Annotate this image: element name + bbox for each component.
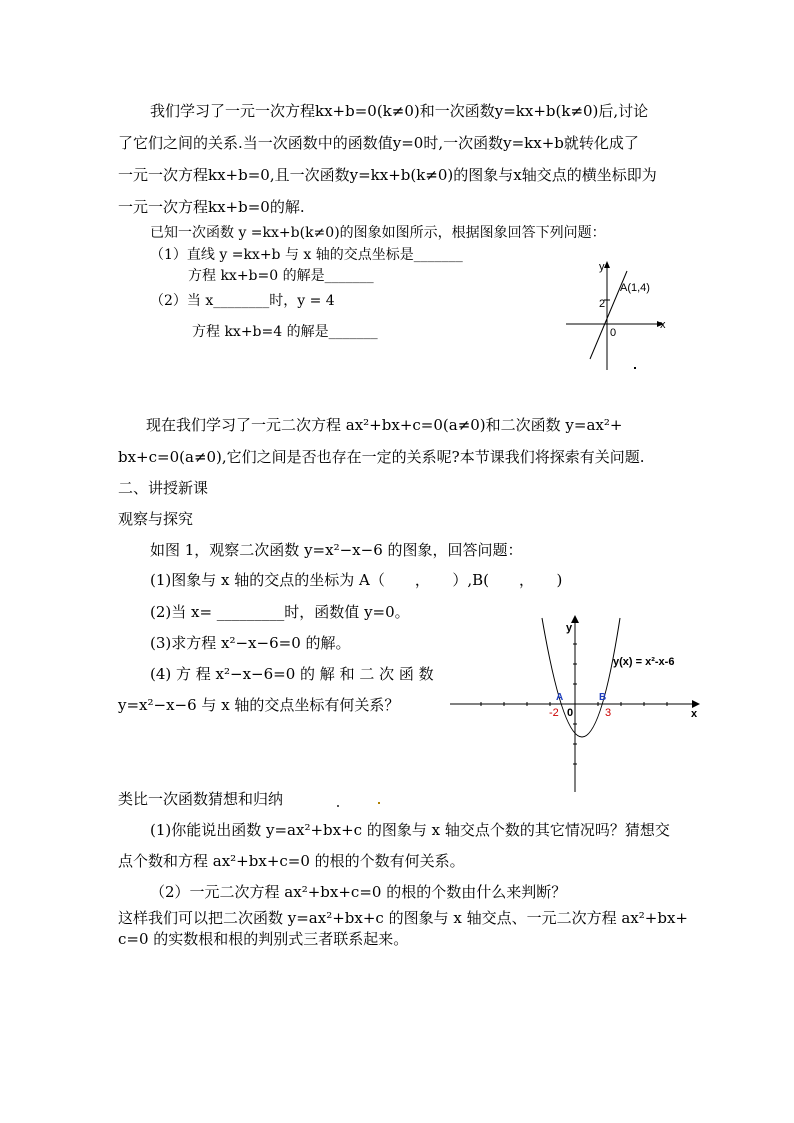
parabola-origin-label: 0 [567,707,574,719]
linear-y-label: y [599,261,605,273]
section-heading: 二、讲授新课 [118,479,209,497]
analogy-q2: （2）一元二次方程 ax²+bx+c=0 的根的个数由什么来判断？ [150,883,567,901]
figure1-item-4b: y=x²−x−6 与 x 轴的交点坐标有何关系？ [118,696,400,714]
linear-origin-label: 0 [610,327,617,339]
parabola-y-arrow [571,615,579,623]
linear-question-item-2: （2）当 x________时，y = 4 [150,293,335,309]
parabola-point-b-label: B [599,692,607,703]
transition-line-1: 现在我们学习了一元二次方程 ax²+bx+c=0(a≠0)和二次函数 y=ax²+ [146,416,623,434]
figure1-item-2: (2)当 x= _________时，函数值 y=0。 [150,603,410,621]
linear-x-label: x [660,319,666,331]
linear-question-item-1b: 方程 kx+b=0 的解是_______ [188,268,374,284]
analogy-q1-line-1: (1)你能说出函数 y=ax²+bx+c 的图象与 x 轴交点个数的其它情况吗？猜想交 [150,821,670,839]
figure1-item-3: (3)求方程 x²−x−6=0 的解。 [150,634,351,652]
intro-line-4: 一元一次方程kx+b=0的解. [118,198,305,216]
intro-line-2: 了它们之间的关系.当一次函数中的函数值y=0时,一次函数y=kx+b就转化成了 [118,134,639,152]
linear-function-graph [560,255,670,375]
parabola-function-label: y(x) = x²-x-6 [613,656,675,668]
subheading: 观察与探究 [118,510,194,528]
parabola-x-label: x [691,708,698,720]
figure1-item-4: (4) 方 程 x²−x−6=0 的 解 和 二 次 函 数 [150,665,434,683]
linear-dot [634,367,636,369]
intro-line-1: 我们学习了一元一次方程kx+b=0(k≠0)和一次函数y=kx+b(k≠0)后,讨论 [150,102,649,120]
analogy-conclusion-line-1: 这样我们可以把二次函数 y=ax²+bx+c 的图象与 x 轴交点、一元二次方程 ax²+bx+ [118,909,688,927]
figure1-item-1: (1)图象与 x 轴的交点的坐标为 A（ ， ）,B( ， ) [150,571,563,589]
stray-dot-2 [378,802,380,804]
linear-question-item-1: （1）直线 y =kx+b 与 x 轴的交点坐标是_______ [150,247,463,263]
parabola-y-label: y [566,622,573,634]
linear-question-stem: 已知一次函数 y =kx+b(k≠0)的图象如图所示，根据图象回答下列问题： [150,225,606,241]
parabola-graph [448,612,708,797]
linear-point-label: A(1,4) [620,282,650,294]
parabola-curve [542,618,620,737]
parabola-x-arrow [692,700,700,708]
analogy-q1-line-2: 点个数和方程 ax²+bx+c=0 的根的个数有何关系。 [118,852,465,870]
linear-question-item-2b: 方程 kx+b=4 的解是_______ [192,324,378,340]
figure1-stem: 如图 1，观察二次函数 y=x²−x−6 的图象，回答问题： [150,541,523,559]
linear-y-arrow [604,261,610,268]
intro-line-3: 一元一次方程kx+b=0,且一次函数y=kx+b(k≠0)的图象与x轴交点的横坐标即为 [118,166,657,184]
stray-dot-1 [337,805,339,807]
parabola-point-a-label: A [556,692,564,703]
transition-line-2: bx+c=0(a≠0),它们之间是否也存在一定的关系呢?本节课我们将探索有关问题. [118,448,645,466]
parabola-root-right-label: 3 [605,707,612,719]
linear-tick-label: 2 [599,298,606,310]
parabola-root-left-label: -2 [549,707,559,719]
analogy-heading: 类比一次函数猜想和归纳 [118,790,284,808]
analogy-conclusion-line-2: c=0 的实数根和根的判别式三者联系起来。 [118,930,409,948]
